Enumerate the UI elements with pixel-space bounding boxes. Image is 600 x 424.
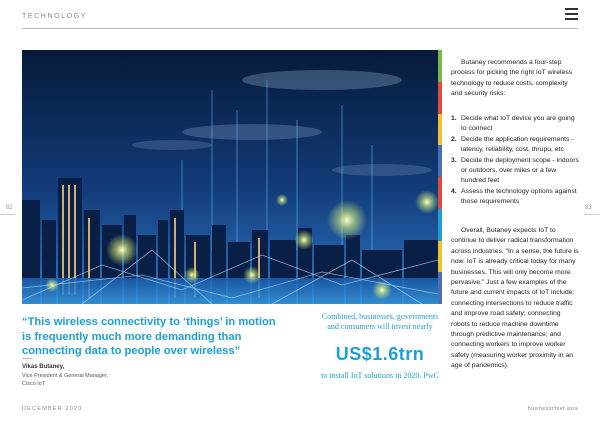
stat-value: US$1.6trn [335, 344, 425, 364]
color-accent-bar [438, 50, 442, 304]
color-bar-segment [438, 145, 442, 177]
list-item: 4. Assess the technology options against those requirements [451, 187, 577, 206]
color-bar-segment [438, 241, 442, 273]
section-label: TECHNOLOGY [22, 13, 88, 20]
color-bar-segment [438, 82, 442, 114]
page-edge-rule-right [584, 214, 600, 215]
hamburger-menu-icon[interactable] [565, 8, 578, 20]
page-edge-rule-left [0, 214, 16, 215]
author-title-line: Vice President & General Manager, [22, 373, 109, 379]
steps-list [451, 114, 579, 208]
color-bar-segment [438, 209, 442, 241]
page-number-left: 82 [6, 205, 13, 211]
color-bar-segment [438, 272, 442, 304]
quote-author-title [22, 373, 108, 388]
body-intro: Butaney recommends a four-step process for picking the right IoT wireless technology to reduce costs, complexity and security risks: [451, 59, 573, 98]
footer-date: DECEMBER 2020 [22, 406, 83, 412]
quote-divider [22, 358, 32, 359]
color-bar-segment [438, 114, 442, 146]
list-item: 1. Decide what IoT device you are going to connect [451, 115, 575, 133]
color-bar-segment [438, 50, 442, 82]
color-bar-segment [438, 177, 442, 209]
list-item: 2. Decide the application requirements - latency, reliability, cost, thrupu, etc [451, 135, 574, 154]
quote-author-name: Vikas Butaney, [22, 364, 65, 370]
header-divider [22, 28, 578, 29]
stat-outro: to install IoT solutions in 2020. PwC [321, 371, 439, 380]
page-number-right: 83 [585, 205, 592, 211]
footer-website[interactable]: businesschief.asia [527, 406, 578, 412]
stat-intro: Combined, businesses, governments and consumers will invest nearly [321, 312, 439, 331]
author-title-line: Cisco IoT [22, 380, 46, 387]
list-item: 3. Decide the deployment scope - indoors or outdoors, over miles or a few hundred feet [451, 156, 579, 185]
pull-quote: “This wireless connectivity to ‘things’ in motion is frequently much more demanding than connecting data to people over wireless” [22, 316, 276, 357]
body-paragraph: Overall, Butaney expects IoT to continue to deliver radical transformation across industries. “In a sense, the future is now. IoT is already critical today for many businesses. This will only become more pervasive.” Just a few examples of the future and current impacts of IoT include: connecting intersections to reduce traffic and improve road safety; connecting robots to reduce machine downtime through predictive maintenance; and connecting workers to improve worker safety (measuring worker proximity in an age of pandemics). [451, 227, 579, 370]
city-skyline-image [22, 50, 438, 304]
